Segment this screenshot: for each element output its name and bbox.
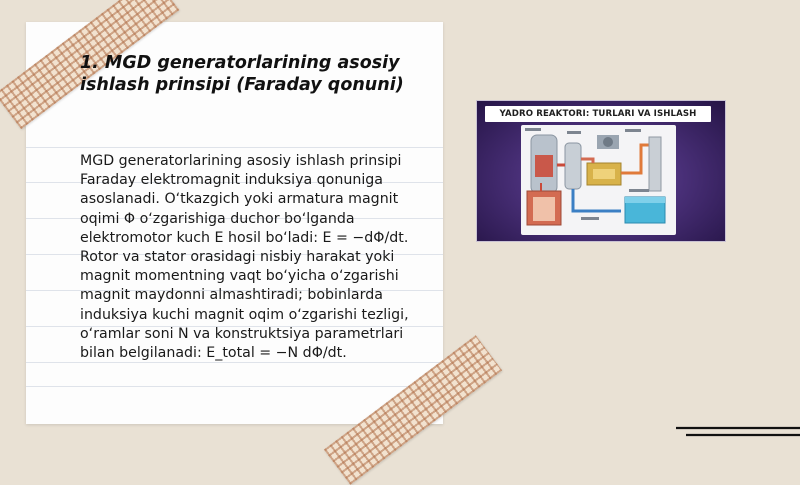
reactor-diagram	[521, 125, 676, 235]
slide-body-text: MGD generatorlarining asosiy ishlash prinsipi Faraday elektromagnit induksiya qonuniga asoslanadi. O‘tkazgich yoki armatura magnit oqimi Φ o‘zgarishiga duchor bo‘lganda elektromotor kuch E hosil bo‘ladi: E = −dΦ/dt. Rotor va stator orasidagi nisbiy harakat yoki magnit momentning vaqt bo‘yicha o‘zgarishi magnit maydonni almashtiradi; bobinlarda induksiya kuchi magnit oqim o‘zgarishi tezligi, o‘ramlar soni N va konstruktsiya parametrlari bilan belgilanadi: E_total = −N dΦ/dt.	[80, 153, 409, 362]
ruled-line	[26, 147, 443, 148]
reactor-diagram-drawing	[521, 125, 676, 235]
figure-banner	[485, 106, 711, 122]
slide-title: 1. MGD generatorlarining asosiy ishlash prinsipi (Faraday qonuni)	[80, 53, 404, 95]
ruled-line	[26, 386, 443, 387]
decorative-lines	[676, 425, 800, 441]
figure-banner-text: YADRO REAKTORI: TURLARI VA ISHLASH	[499, 109, 697, 119]
reactor-figure	[476, 100, 726, 242]
